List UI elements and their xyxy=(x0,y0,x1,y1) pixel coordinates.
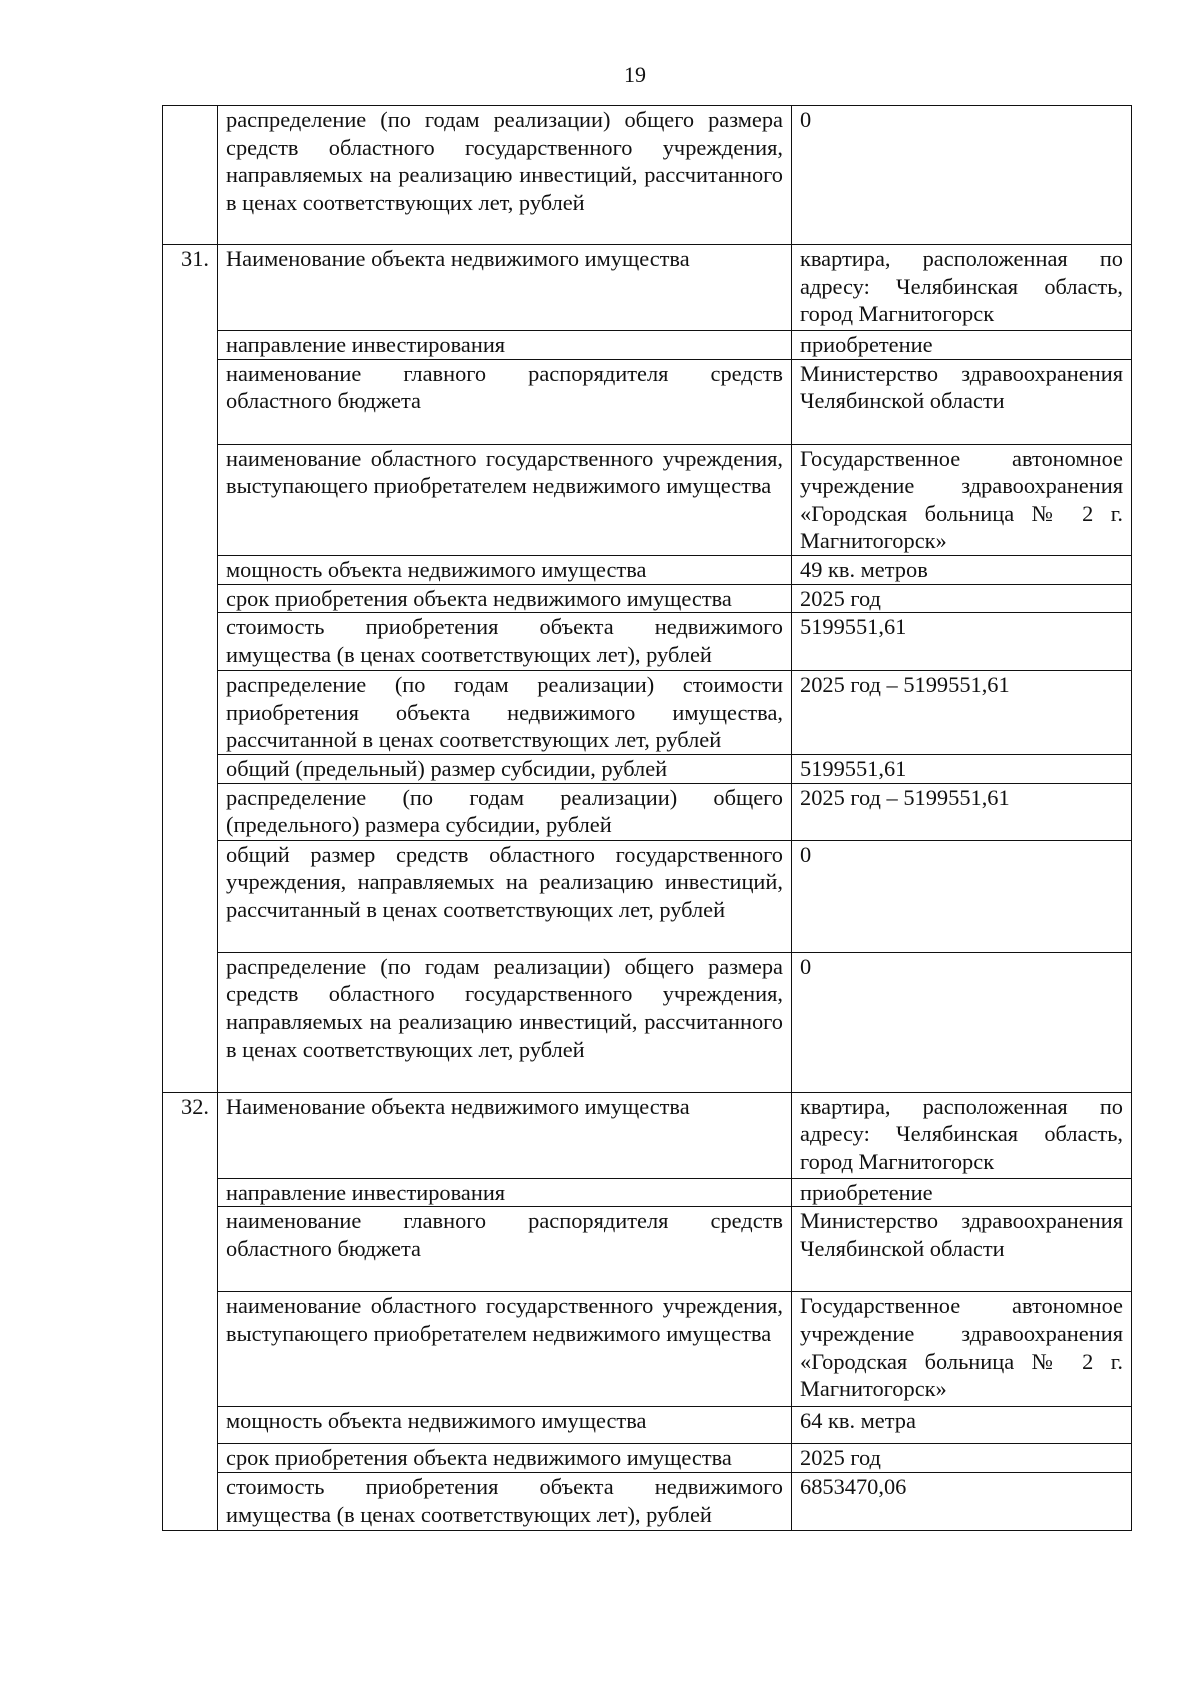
row-value: 64 кв. метра xyxy=(792,1407,1132,1444)
table-row xyxy=(163,952,1132,1092)
row-label: срок приобретения объекта недвижимого имущества xyxy=(218,1444,792,1473)
row-label: Наименование объекта недвижимого имущества xyxy=(218,1092,792,1178)
table-row xyxy=(163,613,1132,671)
row-label: общий (предельный) размер субсидии, рублей xyxy=(218,755,792,784)
row-label: срок приобретения объекта недвижимого имущества xyxy=(218,584,792,613)
object-number: 31. xyxy=(163,245,218,1093)
row-value: 5199551,61 xyxy=(792,613,1132,671)
row-label: направление инвестирования xyxy=(218,331,792,360)
table-row xyxy=(163,840,1132,952)
row-value: 49 кв. метров xyxy=(792,555,1132,584)
row-label: распределение (по годам реализации) общего (предельного) размера субсидии, рублей xyxy=(218,783,792,840)
row-value: 2025 год xyxy=(792,584,1132,613)
row-value: квартира, расположенная по адресу: Челябинская область, город Магнитогорск xyxy=(792,245,1132,331)
table-row xyxy=(163,1472,1132,1530)
row-value: 5199551,61 xyxy=(792,755,1132,784)
table-row xyxy=(163,1207,1132,1292)
table-row xyxy=(163,331,1132,360)
table-row xyxy=(163,555,1132,584)
row-label: наименование областного государственного учреждения, выступающего приобретателем недвижимого имущества xyxy=(218,1292,792,1407)
table-row xyxy=(163,1178,1132,1207)
row-value: Государственное автономное учреждение здравоохранения «Городская больница № 2 г. Магнитогорск» xyxy=(792,1292,1132,1407)
row-label: наименование главного распорядителя средств областного бюджета xyxy=(218,359,792,444)
investment-objects-table xyxy=(162,105,1132,1531)
row-number xyxy=(163,106,218,245)
table-row xyxy=(163,783,1132,840)
table-row xyxy=(163,1444,1132,1473)
row-label: наименование областного государственного учреждения, выступающего приобретателем недвижимого имущества xyxy=(218,444,792,555)
row-value: 2025 год xyxy=(792,1444,1132,1473)
table-row xyxy=(163,106,1132,245)
row-value: приобретение xyxy=(792,1178,1132,1207)
row-value: Государственное автономное учреждение здравоохранения «Городская больница № 2 г. Магнитогорск» xyxy=(792,444,1132,555)
row-value: 2025 год – 5199551,61 xyxy=(792,783,1132,840)
table-row xyxy=(163,755,1132,784)
row-label: направление инвестирования xyxy=(218,1178,792,1207)
row-value: Министерство здравоохранения Челябинской области xyxy=(792,359,1132,444)
page-number: 19 xyxy=(624,62,646,87)
row-label: стоимость приобретения объекта недвижимого имущества (в ценах соответствующих лет), рублей xyxy=(218,613,792,671)
row-label: мощность объекта недвижимого имущества xyxy=(218,555,792,584)
table-row xyxy=(163,359,1132,444)
row-value: Министерство здравоохранения Челябинской области xyxy=(792,1207,1132,1292)
row-label: распределение (по годам реализации) общего размера средств областного государственного учреждения, направляемых на реализацию инвестиций, рассчитанного в ценах соответствующих лет, рублей xyxy=(218,952,792,1092)
row-label: распределение (по годам реализации) общего размера средств областного государственного учреждения, направляемых на реализацию инвестиций, рассчитанного в ценах соответствующих лет, рублей xyxy=(218,106,792,245)
table-row xyxy=(163,1292,1132,1407)
row-value: квартира, расположенная по адресу: Челябинская область, город Магнитогорск xyxy=(792,1092,1132,1178)
table-row xyxy=(163,1092,1132,1178)
row-value: 2025 год – 5199551,61 xyxy=(792,671,1132,755)
object-number: 32. xyxy=(163,1092,218,1530)
table-row xyxy=(163,584,1132,613)
table-row xyxy=(163,245,1132,331)
row-label: наименование главного распорядителя средств областного бюджета xyxy=(218,1207,792,1292)
row-label: распределение (по годам реализации) стоимости приобретения объекта недвижимого имущества, рассчитанной в ценах соответствующих лет, рублей xyxy=(218,671,792,755)
row-label: стоимость приобретения объекта недвижимого имущества (в ценах соответствующих лет), рублей xyxy=(218,1472,792,1530)
row-label: мощность объекта недвижимого имущества xyxy=(218,1407,792,1444)
row-value: 0 xyxy=(792,106,1132,245)
row-value: 0 xyxy=(792,952,1132,1092)
row-value: приобретение xyxy=(792,331,1132,360)
table-row xyxy=(163,1407,1132,1444)
table-row xyxy=(163,671,1132,755)
row-label: общий размер средств областного государственного учреждения, направляемых на реализацию инвестиций, рассчитанный в ценах соответствующих лет, рублей xyxy=(218,840,792,952)
table-row xyxy=(163,444,1132,555)
row-value: 0 xyxy=(792,840,1132,952)
row-value: 6853470,06 xyxy=(792,1472,1132,1530)
row-label: Наименование объекта недвижимого имущества xyxy=(218,245,792,331)
